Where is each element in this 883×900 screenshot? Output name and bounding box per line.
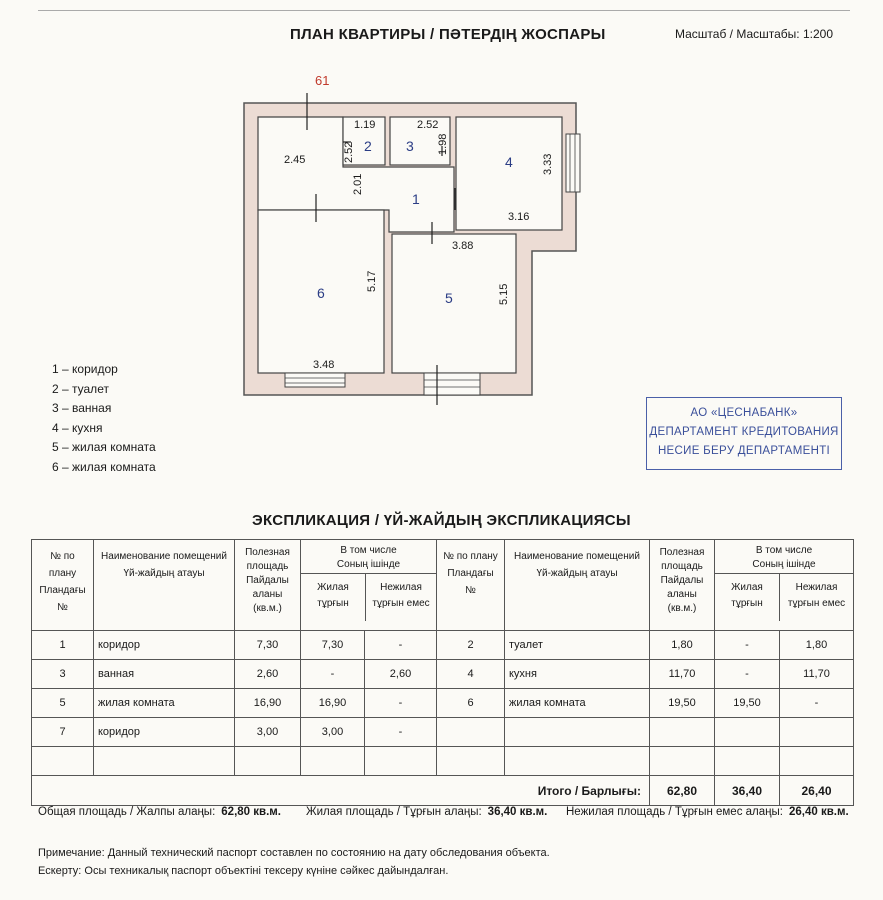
col-header-area: Полезная площадь Пайдалы аланы (кв.м.) [235, 540, 301, 631]
notes [38, 844, 550, 880]
col-header-area: Полезная площадь Пайдалы аланы (кв.м.) [650, 540, 715, 631]
total-nonliving: 26,40 [780, 776, 854, 806]
stamp-line: ДЕПАРТАМЕНТ КРЕДИТОВАНИЯ [649, 426, 839, 438]
legend-item: 1 – коридор [52, 362, 118, 376]
summary-living [306, 806, 547, 818]
room-number: 6 [317, 285, 325, 301]
dimension-label: 2.52 [417, 119, 439, 131]
table-row [32, 747, 854, 776]
room-number: 1 [412, 191, 420, 207]
stamp-line: АО «ЦЕСНАБАНК» [690, 407, 798, 419]
dimension-label: 3.48 [313, 359, 335, 371]
dimension-label: 2.01 [352, 173, 364, 195]
note-line: Примечание: Данный технический паспорт составлен по состоянию на дату обследования объекта. [38, 847, 550, 859]
col-header-name: Наименование помещений Үй-жайдың атауы [505, 540, 650, 631]
summary-value: 26,40 кв.м. [788, 806, 849, 818]
summary-label: Жилая площадь / Тұрғын алаңы: [306, 806, 482, 818]
summary-nonliving [566, 806, 849, 818]
legend-item: 4 – кухня [52, 420, 103, 435]
summary-total [38, 806, 281, 818]
col-header-nonliving: Нежилая тұрғын емес [787, 582, 846, 609]
dimension-label: 2.45 [284, 154, 306, 166]
dimension-label: 1.19 [354, 119, 376, 131]
scale-label: Масштаб / Масштабы: 1:200 [675, 27, 834, 41]
table-header-row [32, 540, 854, 631]
page-title: ПЛАН КВАРТИРЫ / ПӘТЕРДІҢ ЖОСПАРЫ [290, 26, 606, 43]
total-label: Итого / Барлығы: [32, 776, 650, 806]
bank-stamp [646, 397, 842, 470]
summary-value: 62,80 кв.м. [221, 806, 281, 818]
table-row: 5 жилая комната 16,90 16,90 - 6 жилая комната 19,50 19,50 - [32, 689, 854, 718]
col-header-number: № по плану Пландағы № [437, 540, 505, 631]
table-row: 3 ванная 2,60 - 2,60 4 кухня 11,70 - 11,70 [32, 660, 854, 689]
col-header-living: Жилая тұрғын [715, 574, 780, 621]
room-number: 5 [445, 290, 453, 306]
total-area: 62,80 [650, 776, 715, 806]
window-room-5 [424, 373, 480, 395]
col-header-including: В том числе Соның ішінде Жилая тұрғын Нежилая тұрғын емес [301, 540, 437, 631]
col-header-name: Наименование помещений Үй-жайдың атауы [94, 540, 235, 631]
table-row: 1 коридор 7,30 7,30 - 2 туалет 1,80 - 1,80 [32, 631, 854, 660]
dimension-label: 5.15 [498, 283, 510, 305]
table-total-row [32, 776, 854, 806]
summary-value: 36,40 кв.м. [487, 806, 548, 818]
room-number: 4 [505, 154, 513, 170]
dimension-label: 5.17 [366, 270, 378, 292]
legend-item: 3 – ванная [52, 401, 112, 416]
summary-label: Нежилая площадь / Тұрғын емес алаңы: [566, 806, 783, 818]
dimension-label: 1.98 [437, 133, 449, 155]
dimension-label: 3.88 [452, 240, 474, 252]
legend-item: 5 – жилая комната [52, 440, 156, 455]
room-legend [52, 360, 156, 478]
kitchen-window [566, 134, 580, 192]
note-line: Ескерту: Осы техникалық паспорт объектіні тексеру күніне сәйкес дайындалған. [38, 865, 449, 877]
legend-item: 2 – туалет [52, 381, 109, 396]
total-living: 36,40 [715, 776, 780, 806]
axis-label: 61 [315, 73, 330, 88]
room-number: 2 [364, 138, 372, 154]
room-number: 3 [406, 138, 414, 154]
summary-label: Общая площадь / Жалпы алаңы: [38, 806, 216, 818]
stamp-line: НЕСИЕ БЕРУ ДЕПАРТАМЕНТІ [657, 445, 831, 457]
window-room-6 [285, 373, 345, 387]
legend-item: 6 – жилая комната [52, 459, 156, 474]
floor-plan [0, 0, 883, 420]
explication-title: ЭКСПЛИКАЦИЯ / ҮЙ-ЖАЙДЫҢ ЭКСПЛИКАЦИЯСЫ [252, 512, 631, 529]
explication-table [31, 539, 854, 806]
dimension-label: 3.16 [508, 211, 530, 223]
table-row: 7 коридор 3,00 3,00 - [32, 718, 854, 747]
dimension-label: 2.52 [343, 141, 355, 163]
col-header-nonliving: Нежилая тұрғын емес [372, 582, 430, 609]
col-header-number: № по плану Пландағы № [32, 540, 94, 631]
col-header-including: В том числе Соның ішінде Жилая тұрғын Нежилая тұрғын емес [715, 540, 854, 631]
col-header-living: Жилая тұрғын [301, 574, 366, 621]
dimension-label: 3.33 [542, 153, 554, 175]
